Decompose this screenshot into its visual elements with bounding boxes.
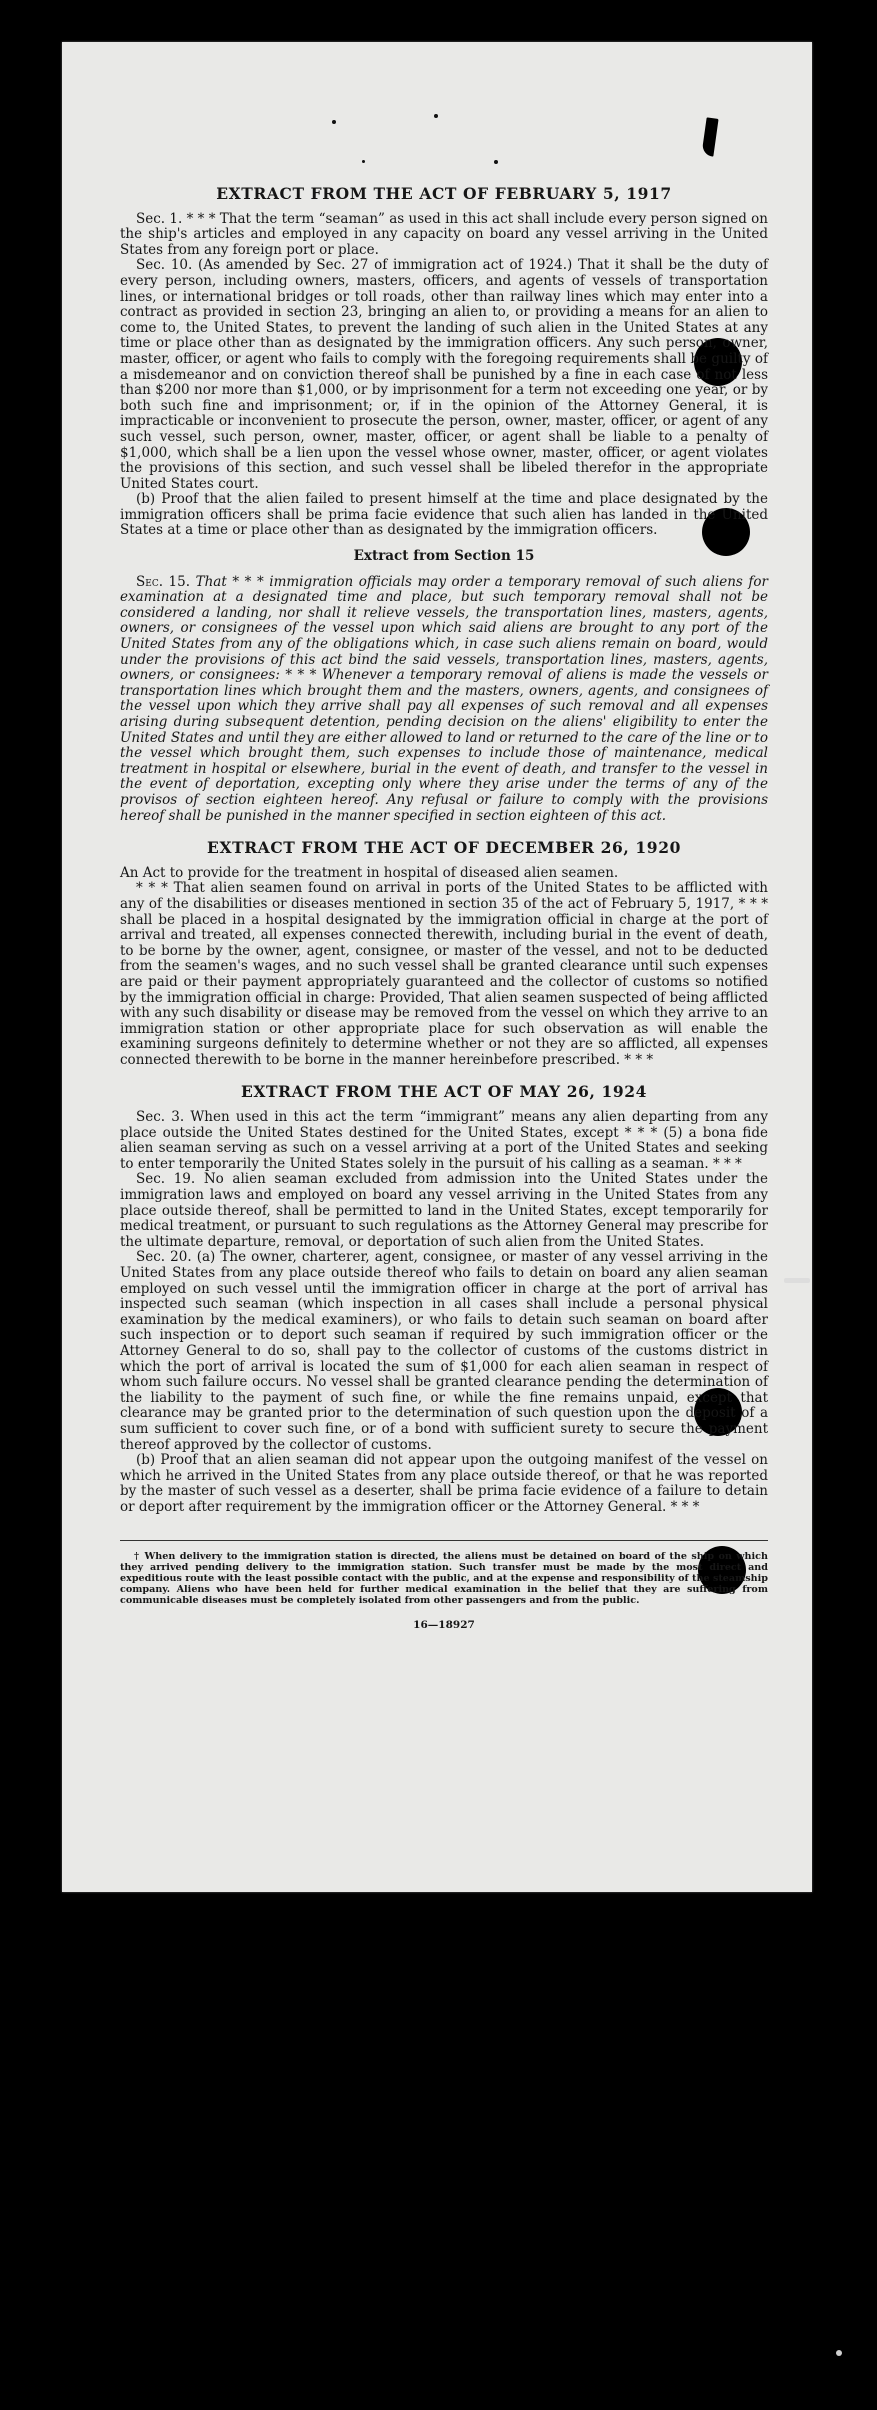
- scan-speck: [362, 160, 365, 163]
- paragraph: Sec. 1. * * * That the term “seaman” as used in this act shall include every person signed on the ship's articles and employed in any capacity on board any vessel arriving in the United States from any foreign port or place.: [120, 210, 768, 258]
- document-text: [120, 180, 768, 1633]
- section-heading: EXTRACT FROM THE ACT OF DECEMBER 26, 1920: [207, 838, 681, 858]
- paragraph: (b) Proof that an alien seaman did not appear upon the outgoing manifest of the vessel on which he arrived in the United States from any place outside thereof, or that he was reported by the master of such vessel as a deserter, shall be prima facie evidence of a failure to detain or deport after requirement by the immigration officer or the Attorney General. * * *: [120, 1452, 768, 1515]
- section-act-1917: [120, 186, 768, 539]
- scan-speck: [784, 1278, 810, 1283]
- scan-speck: [332, 120, 336, 124]
- footnote: † When delivery to the immigration station is directed, the aliens must be detained on board of the ship on which they arrived pending delivery to the immigration station. Such transfer must be made by the most direct and expeditious route with the least possible contact with the public, and at the expense and responsibility of the steamship company. Aliens who have been held for further medical examination in the belief that they are suffering from communicable diseases must be completely isolated from other passengers and from the public.: [120, 1550, 768, 1606]
- scan-speck: [836, 2350, 842, 2356]
- paragraph: [120, 575, 768, 825]
- paragraph-body: That * * * immigration officials may order a temporary removal of such aliens for examination at a designated time and place, but such temporary removal shall not be considered a landing, nor shall it relieve vessels, the transportation lines, masters, agents, owners, or consignees of the vessel upon which said aliens are brought to any port of the United States from any of the obligations which, in case such aliens remain on board, would under the provisions of this act bind the said vessels, transportation lines, masters, agents, owners, or consignees: * * * Whenever a temporary removal of aliens is made the vessels or transportation lines which brought them and the masters, owners, agents, and consignees of the vessel upon which they arrive shall pay all expenses of such removal and all expenses arising during subsequent detention, pending decision on the aliens' eligibility to enter the United States and until they are either allowed to land or returned to the care of the line or to the vessel which brought them, such expenses to include those of maintenance, medical treatment in hospital or elsewhere, burial in the event of death, and transfer to the vessel in the event of deportation, excepting only where they arise under the terms of any of the provisos of section eighteen hereof. Any refusal or failure to comply with the provisions hereof shall be punished in the manner specified in section eighteen of this act.: [120, 573, 768, 824]
- page-identifier: 16—18927: [413, 1618, 475, 1631]
- scan-speck: [434, 114, 438, 118]
- paragraph: Sec. 3. When used in this act the term “immigrant” means any alien departing from any place outside the United States destined for the United States, except * * * (5) a bona fide alien seaman serving as such on a vessel arriving at a port of the United States and seeking to enter temporarily the United States solely in the pursuit of his calling as a seaman. * * *: [120, 1109, 768, 1172]
- paragraph: * * * That alien seamen found on arrival in ports of the United States to be afflicted with any of the disabilities or diseases mentioned in section 35 of the act of February 5, 1917, * * * shall be placed in a hospital designated by the immigration official in charge at the port of arrival and treated, all expenses connected therewith, including burial in the event of death, to be borne by the owner, agent, consignee, or master of the vessel, and not to be deducted from the seamen's wages, and no such vessel shall be granted clearance until such expenses are paid or their payment appropriately guaranteed and the collector of customs so notified by the immigration official in charge: Provided, That alien seamen suspected of being afflicted with any such disability or disease may be removed from the vessel on which they arrive to an immigration station or other appropriate place for such observation as will enable the examining surgeons definitely to determine whether or not they are so afflicted, all expenses connected therewith to be borne in the manner hereinbefore prescribed. * * *: [120, 880, 768, 1068]
- section-lead: Sec. 15.: [136, 573, 191, 590]
- page-nick: [701, 117, 718, 156]
- paragraph: (b) Proof that the alien failed to present himself at the time and place designated by the immigration officers shall be prima facie evidence that such alien has landed in the United States at a time or place other than as designated by the immigration officers.: [120, 491, 768, 539]
- footnote-divider: [120, 1540, 768, 1541]
- paragraph: Sec. 19. No alien seaman excluded from admission into the United States under the immigration laws and employed on board any vessel arriving in the United States from any place outside thereof, shall be permitted to land in the United States, except temporarily for medical treatment, or pursuant to such regulations as the Attorney General may prescribe for the ultimate departure, removal, or deportation of such alien from the United States.: [120, 1171, 768, 1250]
- section-heading: EXTRACT FROM THE ACT OF FEBRUARY 5, 1917: [216, 184, 672, 203]
- section-heading: EXTRACT FROM THE ACT OF MAY 26, 1924: [240, 1082, 648, 1102]
- section-act-1924: [120, 1084, 768, 1515]
- document-page: [62, 42, 812, 1892]
- section-subheading: Extract from Section 15: [353, 548, 535, 565]
- paragraph: Sec. 10. (As amended by Sec. 27 of immigration act of 1924.) That it shall be the duty of every person, including owners, masters, officers, and agents of vessels of transportation lines, or international bridges or toll roads, other than railway lines which may enter into a contract as provided in section 23, bringing an alien to, or providing a means for an alien to come to, the United States, to prevent the landing of such alien in the United States at any time or place other than as designated by the immigration officers. Any such person, owner, master, officer, or agent who fails to comply with the foregoing requirements shall be guilty of a misdemeanor and on conviction thereof shall be punished by a fine in each case of not less than $200 nor more than $1,000, or by imprisonment for a term not exceeding one year, or by both such fine and imprisonment; or, if in the opinion of the Attorney General, it is impracticable or inconvenient to prosecute the person, owner, master, officer, or agent of any such vessel, such person, owner, master, officer, or agent shall be liable to a penalty of $1,000, which shall be a lien upon the vessel whose owner, master, officer, or agent violates the provisions of this section, and such vessel shall be libeled therefor in the appropriate United States court.: [120, 257, 768, 492]
- paragraph: An Act to provide for the treatment in hospital of diseased alien seamen.: [120, 864, 619, 881]
- paragraph: Sec. 20. (a) The owner, charterer, agent, consignee, or master of any vessel arriving in the United States from any place outside thereof who fails to detain on board any alien seaman employed on such vessel until the immigration officer in charge at the port of arrival has inspected such seaman (which inspection in all cases shall include a personal physical examination by the medical examiners), or who fails to detain such seaman on board after such inspection or to deport such seaman if required by such immigration officer or the Attorney General to do so, shall pay to the collector of customs of the customs district in which the port of arrival is located the sum of $1,000 for each alien seaman in respect of whom such failure occurs. No vessel shall be granted clearance pending the determination of the liability to the payment of such fine, or while the fine remains unpaid, except that clearance may be granted prior to the determination of such question upon the deposit of a sum sufficient to cover such fine, or of a bond with sufficient surety to secure the payment thereof approved by the collector of customs.: [120, 1249, 768, 1453]
- section-act-1920: [120, 840, 768, 1068]
- scan-speck: [494, 160, 498, 164]
- section-extract-15: [120, 549, 768, 824]
